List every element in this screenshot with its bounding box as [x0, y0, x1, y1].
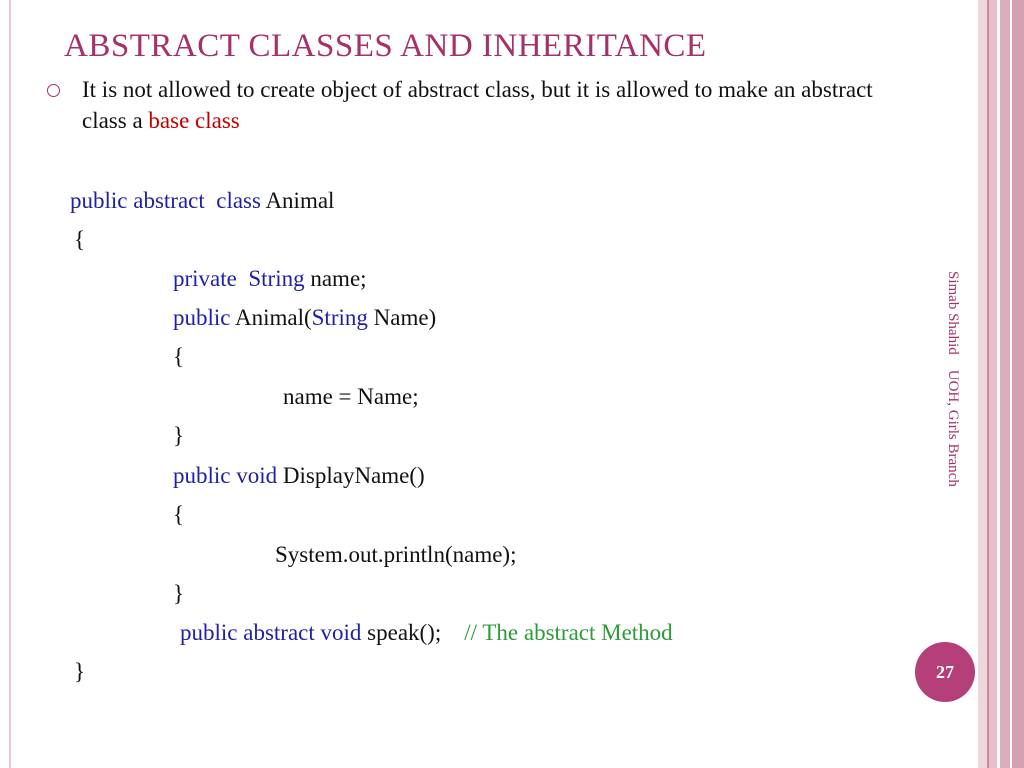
code-line-1 [70, 186, 334, 216]
code-line-2: { [74, 227, 86, 252]
code-text: speak(); [361, 620, 442, 645]
code-line-9: { [173, 502, 185, 527]
bullet-point [82, 74, 912, 136]
code-line-8 [173, 461, 425, 491]
code-line-13: } [74, 659, 86, 684]
code-line-7: } [173, 423, 185, 448]
code-text: Name) [367, 305, 437, 330]
right-decor-stripe [989, 0, 997, 768]
code-line-11: } [173, 581, 185, 606]
code-comment: // The abstract Method [464, 620, 673, 645]
code-spacer [441, 620, 464, 645]
code-text: name; [304, 266, 367, 291]
bullet-highlight: base class [148, 108, 240, 133]
code-line-10: System.out.println(name); [275, 542, 517, 567]
right-decor-stripe [978, 0, 987, 768]
code-keyword: public [173, 305, 231, 330]
bullet-circle-icon [47, 84, 60, 97]
code-line-12 [180, 618, 673, 648]
code-text: DisplayName() [277, 463, 425, 488]
slide-title: ABSTRACT CLASSES AND INHERITANCE [64, 28, 707, 64]
code-line-5: { [173, 344, 185, 369]
code-line-6: name = Name; [283, 384, 419, 409]
left-border-line [9, 0, 11, 768]
author-vertical-text: Simab Shahid UOH, Girls Branch [945, 271, 961, 487]
page-number-badge: 27 [915, 642, 975, 702]
code-line-3 [173, 264, 367, 294]
code-keyword: public void [173, 463, 278, 488]
code-text: Animal [260, 188, 335, 213]
right-decor-stripe [1012, 0, 1024, 768]
bullet-text: It is not allowed to create object of abstract class, but it is allowed to make an abstract class a [82, 77, 873, 133]
code-keyword: public abstract class [70, 188, 261, 213]
code-keyword: public abstract void [180, 620, 362, 645]
right-decor-stripe [1000, 0, 1010, 768]
code-keyword: private String [173, 266, 305, 291]
code-text: Animal( [230, 305, 312, 330]
code-line-4 [173, 303, 436, 333]
code-keyword: String [311, 305, 368, 330]
